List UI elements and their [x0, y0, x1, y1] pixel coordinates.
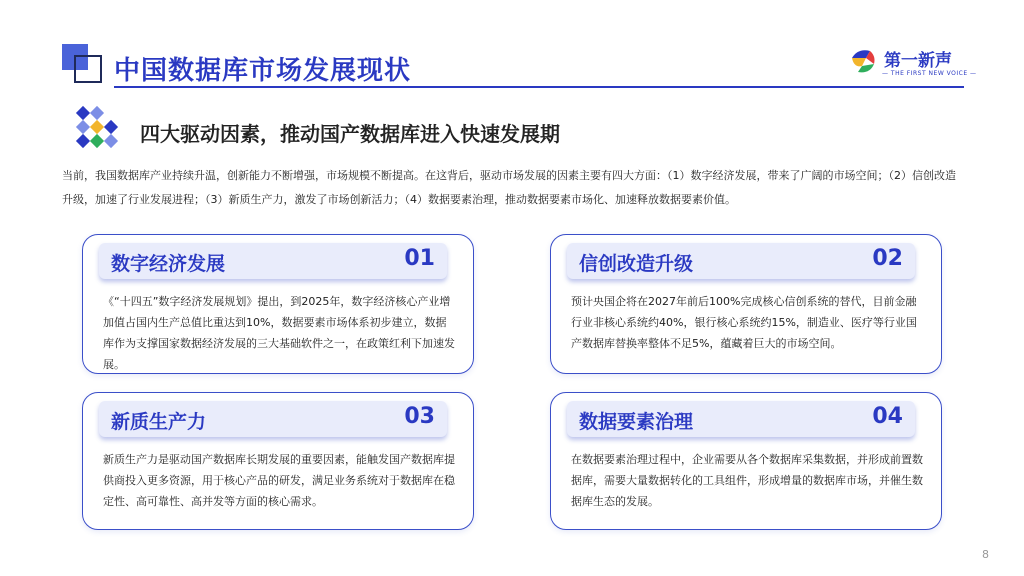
card-body: 《“十四五”数字经济发展规划》提出，到2025年，数字经济核心产业增加值占国内生产总值比重达到10%，数据要素市场体系初步建立，数据库作为支撑国家数据经济发展的三大基础软件之一，在政策红利下加速发展。: [103, 295, 455, 371]
card-header: [567, 401, 915, 437]
card-title: 信创改造升级: [579, 253, 694, 275]
header-divider: [114, 86, 964, 88]
card-data-governance: [550, 392, 942, 530]
brand-logo: [848, 46, 977, 84]
section-subtitle: 四大驱动因素，推动国产数据库进入快速发展期: [140, 122, 560, 146]
card-number: 01: [404, 246, 435, 271]
card-number: 04: [872, 404, 903, 429]
diamond-grid-icon: [72, 104, 128, 156]
brand-logo-icon: [848, 46, 878, 76]
page-title: 中国数据库市场发展现状: [114, 56, 412, 86]
card-title: 数字经济发展: [111, 253, 226, 275]
card-header: [99, 243, 447, 279]
card-new-productivity: [82, 392, 474, 530]
card-digital-economy: [82, 234, 474, 374]
card-header: [567, 243, 915, 279]
brand-tagline: — THE FIRST NEW VOICE —: [882, 70, 977, 77]
card-body: 预计央国企将在2027年前后100%完成核心信创系统的替代，目前金融行业非核心系统约40%，银行核心系统约15%，制造业、医疗等行业国产数据库替换率整体不足5%，蕴藏着巨大的市场空间。: [571, 295, 917, 350]
card-xinchuang-upgrade: [550, 234, 942, 374]
header-decoration-outline: [74, 55, 102, 83]
card-title: 数据要素治理: [579, 411, 694, 433]
page-number: 8: [982, 548, 989, 561]
card-title: 新质生产力: [111, 411, 207, 433]
card-number: 03: [404, 404, 435, 429]
card-number: 02: [872, 246, 903, 271]
brand-name: 第一新声: [884, 51, 952, 71]
card-body: 在数据要素治理过程中，企业需要从各个数据库采集数据，并形成前置数据库，需要大量数据转化的工具组件，形成增量的数据库市场，并催生数据库生态的发展。: [571, 453, 923, 508]
card-body: 新质生产力是驱动国产数据库长期发展的重要因素，能触发国产数据库提供商投入更多资源，用于核心产品的研发，满足业务系统对于数据库在稳定性、高可靠性、高并发等方面的核心需求。: [103, 453, 455, 508]
intro-paragraph: 当前，我国数据库产业持续升温，创新能力不断增强，市场规模不断提高。在这背后，驱动市场发展的因素主要有四大方面：（1）数字经济发展，带来了广阔的市场空间；（2）信创改造升级，加速了行业发展进程；（3）新质生产力，激发了市场创新活力；（4）数据要素治理，推动数据要素市场化、加速释放数据要素价值。: [62, 169, 956, 206]
card-header: [99, 401, 447, 437]
